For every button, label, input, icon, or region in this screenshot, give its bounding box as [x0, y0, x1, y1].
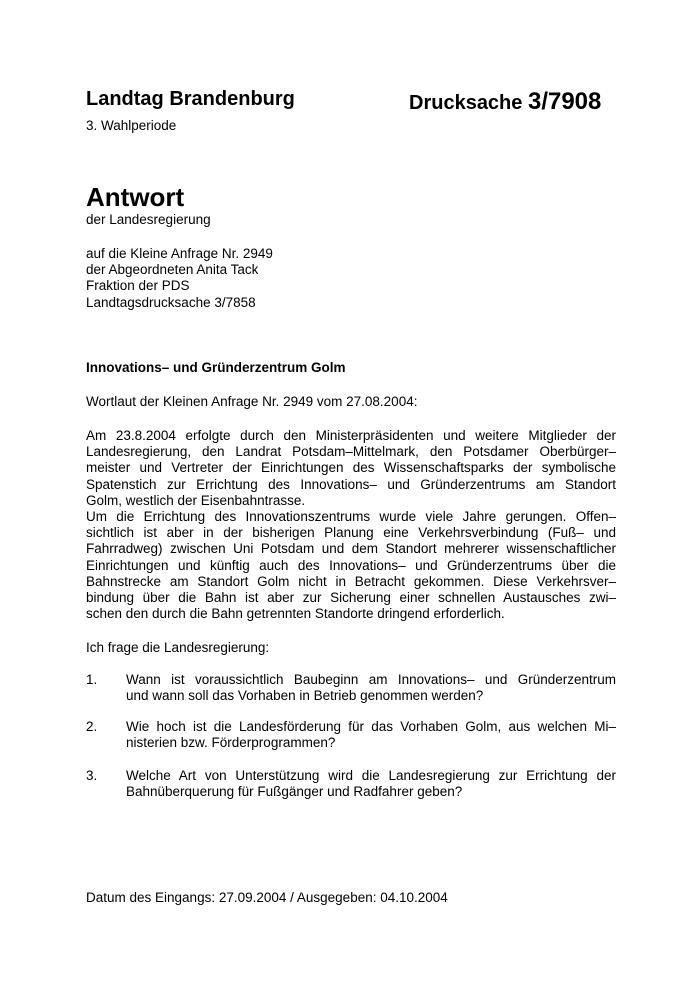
body-line: Spatenstich zur Errichtung des Innovations– und Gründerzentrums am Standort: [86, 476, 616, 492]
wahlperiode: 3. Wahlperiode: [86, 118, 177, 133]
footer-dates: Datum des Eingangs: 27.09.2004 / Ausgegeben: 04.10.2004: [86, 890, 448, 905]
question-line: Bahnüberquerung für Fußgänger und Radfahrer geben?: [126, 784, 463, 800]
wortlaut-line: Wortlaut der Kleinen Anfrage Nr. 2949 vom 27.08.2004:: [86, 394, 418, 409]
question-number: 1.: [86, 672, 98, 687]
reference-line: der Abgeordneten Anita Tack: [86, 262, 259, 278]
reference-line: Landtagsdrucksache 3/7858: [86, 294, 256, 310]
question-line: Wann ist voraussichtlich Baubeginn am Innovations– und Gründerzentrum: [126, 672, 616, 687]
body-line: bindung über die Bahn ist aber zur Sicherung einer schnellen Austausches zwi–: [86, 590, 616, 606]
body-line: Golm, westlich der Eisenbahntrasse.: [86, 492, 306, 508]
drucksache-number: 3/7908: [527, 88, 602, 115]
body-line: Landesregierung, den Landrat Potsdam–Mittelmark, den Potsdamer Oberbürger–: [86, 444, 616, 460]
subject-heading: Innovations– und Gründerzentrum Golm: [86, 360, 346, 375]
body-line: sichtlich ist aber in der bisherigen Planung eine Verkehrsverbindung (Fuß– und: [86, 525, 616, 541]
body-line: Einrichtungen und künftig auch des Innovations– und Gründerzentrums über die: [86, 557, 616, 573]
parliament-name: Landtag Brandenburg: [86, 88, 295, 110]
question-line: Wie hoch ist die Landesförderung für das Vorhaben Golm, aus welchen Mi–: [126, 719, 616, 734]
body-line: Bahnstrecke am Standort Golm nicht in Betracht gekommen. Diese Verkehrsver–: [86, 573, 616, 589]
question-number: 2.: [86, 719, 98, 734]
doc-from: der Landesregierung: [86, 212, 211, 227]
doc-title: Antwort: [86, 182, 185, 212]
question-line: und wann soll das Vorhaben in Betrieb genommen werden?: [126, 688, 484, 704]
body-line: Fahrradweg) zwischen Uni Potsdam und dem Standort mehrerer wissenschaftlicher: [86, 541, 616, 557]
question-number: 3.: [86, 768, 98, 783]
drucksache-label: Drucksache: [409, 92, 523, 114]
reference-block: [86, 246, 616, 311]
body-line: Am 23.8.2004 erfolgte durch den Ministerpräsidenten und weitere Mitglieder der: [86, 428, 616, 443]
drucksache-heading: [409, 88, 601, 116]
reference-line: Fraktion der PDS: [86, 278, 190, 294]
body-paragraph: [86, 428, 616, 622]
question-line: nisterien bzw. Förderprogrammen?: [126, 735, 336, 751]
question-line: Welche Art von Unterstützung wird die Landesregierung zur Errichtung der: [126, 768, 616, 783]
body-line: Um die Errichtung des Innovationszentrums wurde viele Jahre gerungen. Offen–: [86, 509, 616, 525]
body-line: meister und Vertreter der Einrichtungen des Wissenschaftsparks der symbolische: [86, 460, 616, 476]
body-line: schen den durch die Bahn getrennten Standorte dringend erforderlich.: [86, 606, 505, 622]
question-intro: Ich frage die Landesregierung:: [86, 640, 270, 655]
reference-line: auf die Kleine Anfrage Nr. 2949: [86, 246, 273, 261]
